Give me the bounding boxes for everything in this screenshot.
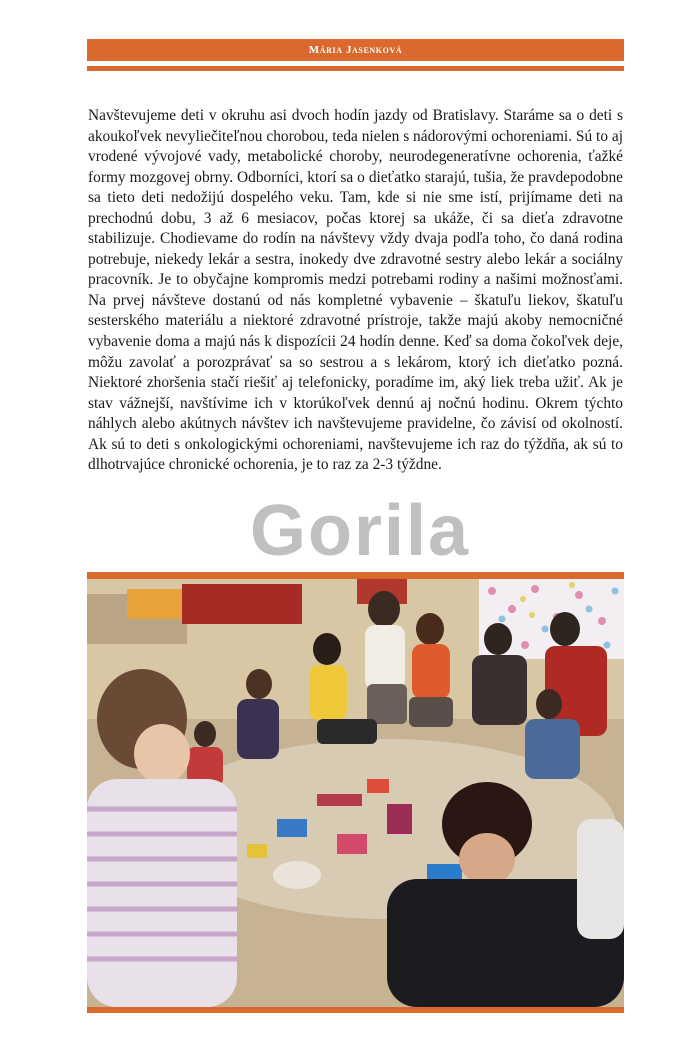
body-paragraph: Navštevujeme deti v okruhu asi dvoch hodín jazdy od Bratislavy. Staráme sa o deti s akoukoľvek nevyliečiteľnou chorobou, teda nielen s nádorovými ochoreniami. Sú to aj vrodené vývojové vady, metabolické choroby, neurodegeneratívne ochorenia, ťažké formy mozgovej obrny. Odborníci, ktorí sa o dieťatko starajú, tušia, že pravdepodobne sa tieto deti nedožijú dospelého veku. Tam, kde si nie sme istí, prijímame deti na prechodnú dobu, 3 až 6 mesiacov, počas ktorej sa ukáže, či sa dieťa zdravotne stabilizuje. Chodievame do rodín na návštevy vždy dvaja podľa toho, čo daná rodina potrebuje, niekedy lekár a sestra, inokedy dve zdravotné sestry alebo lekár a sociálny pracovník. Je to obyčajne kompromis medzi potrebami rodiny a našimi možnosťami. Na prvej návšteve dostanú od nás kompletné vybavenie – škatuľu liekov, škatuľu sesterského materiálu a niektoré zdravotné prístroje, takže majú akoby nemocničné vybavenie doma a majú nás k dispozícii 24 hodín denne. Keď sa doma čokoľvek deje, môžu zavolať a porozprávať sa so sestrou a s lekárom, ktorý ich dieťatko pozná. Niektoré zhoršenia stačí riešiť aj telefonicky, poradíme im, aký liek treba užiť. Ak je stav vážnejší, navštívime ich v ktorúkoľvek dennú aj nočnú hodinu. Okrem týchto náhlych alebo akútnych návštev ich navštevujeme pravidelne, čo závisí od okolností. Ak sú to deti s onkologickými ochoreniami, navštevujeme ich raz do týždňa, ak sú to dlhotrvajúce chronické ochorenia, je to raz za 2-3 týždne. [88, 107, 623, 474]
group-photo [87, 579, 624, 1007]
running-header [87, 39, 624, 61]
author-name: Mária Jasenková [308, 44, 403, 56]
photo-bottom-rule [87, 1007, 624, 1013]
header-rule [87, 66, 624, 71]
watermark-text: Gorila [249, 491, 471, 571]
photo-top-rule [87, 572, 624, 579]
